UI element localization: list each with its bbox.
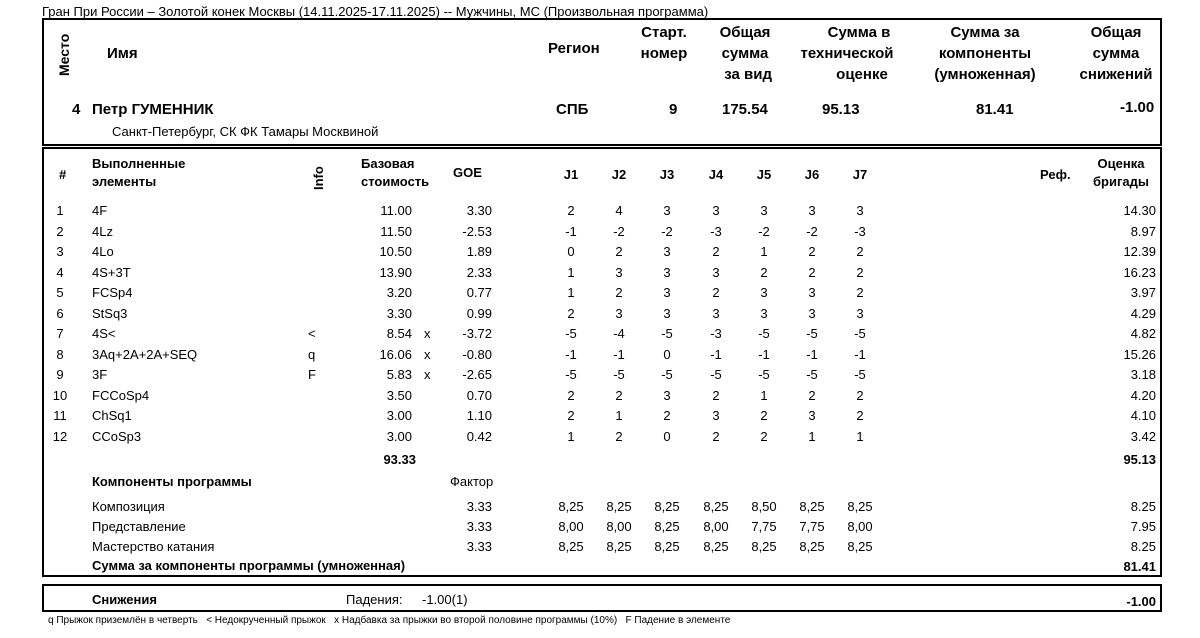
component-score: 8.25 [1130,499,1156,514]
element-judge-score-1: 1 [567,265,575,280]
element-judge-score-3: 3 [663,265,671,280]
components-total: 81.41 [1123,559,1156,574]
element-judge-score-3: 3 [663,388,671,403]
element-judge-score-4: 3 [712,265,720,280]
col-judge-header-4: J4 [708,167,724,182]
skater-tes: 95.13 [822,101,860,118]
element-judge-score-2: 2 [615,285,623,300]
element-name: 3F [92,367,108,382]
component-factor: 3.33 [466,519,492,534]
element-judge-score-3: -5 [661,326,673,341]
component-judge-score-4: 8,25 [703,499,729,514]
element-base-value: 13.90 [379,265,412,280]
element-judge-score-1: -5 [565,367,577,382]
legend: q Прыжок приземлён в четверть < Недокрученный прыжок x Надбавка за прыжки во второй половине программы (10%) F Падение в элементе [48,615,731,626]
element-judge-score-6: -5 [806,326,818,341]
element-judge-score-7: 2 [856,285,864,300]
element-num: 10 [52,388,68,403]
element-judge-score-7: 2 [856,408,864,423]
falls-label: Падения: [346,592,403,607]
col-judge-header-5: J5 [756,167,772,182]
component-judge-score-7: 8,25 [847,539,873,554]
col-judge-header-3: J3 [659,167,675,182]
skater-start-number: 9 [669,101,678,118]
elements-score-total: 95.13 [1123,452,1156,467]
element-judge-score-1: -1 [565,347,577,362]
element-num: 9 [56,367,64,382]
element-base-value: 3.00 [386,429,412,444]
skater-region: СПБ [556,101,589,118]
component-judge-score-2: 8,00 [606,519,632,534]
components-total-label: Сумма за компоненты программы (умноженная) [92,558,406,573]
element-judge-score-6: 3 [808,285,816,300]
element-judge-score-2: 4 [615,203,623,218]
element-base-value: 3.50 [386,388,412,403]
element-judge-score-4: 3 [712,408,720,423]
col-ref-header: Реф. [1040,167,1071,182]
element-goe: 3.30 [466,203,492,218]
col-info-header: Info [311,166,326,190]
skater-place: 4 [72,101,81,118]
deductions-box [42,584,1162,612]
element-num: 11 [53,408,67,423]
element-num: 1 [56,203,64,218]
element-goe: -2.53 [462,224,492,239]
place-header: Место [56,33,72,76]
page-title: Гран При России – Золотой конек Москвы (14.11.2025-17.11.2025) -- Мужчины, МС (Произвольная программа) [42,4,709,19]
element-judge-score-7: 1 [856,429,864,444]
element-panel-score: 16.23 [1123,265,1156,280]
element-judge-score-6: 3 [808,408,816,423]
component-judge-score-3: 8,25 [654,539,680,554]
element-panel-score: 3.42 [1130,429,1156,444]
element-panel-score: 8.97 [1130,224,1156,239]
element-judge-score-2: 2 [615,388,623,403]
component-factor: 3.33 [466,499,492,514]
element-judge-score-2: -5 [613,367,625,382]
element-judge-score-6: 2 [808,265,816,280]
element-info: < [308,326,316,341]
start-number-header: Старт. номер [640,24,688,62]
component-name: Композиция [92,499,165,514]
col-base-header: Базовая стоимость [361,156,430,189]
component-name: Представление [92,519,186,534]
element-name: StSq3 [92,306,128,321]
col-elements-header: Выполненные элементы [92,156,186,189]
element-judge-score-5: 1 [760,244,768,259]
component-judge-score-4: 8,00 [703,519,729,534]
region-header: Регион [548,40,600,57]
component-judge-score-6: 8,25 [799,499,825,514]
element-name: 4S+3T [92,265,131,280]
component-judge-score-1: 8,25 [558,539,584,554]
element-info: F [308,367,316,382]
col-num-header: # [59,167,67,182]
element-base-value: 16.06 [379,347,412,362]
component-judge-score-3: 8,25 [654,519,680,534]
component-score: 7.95 [1130,519,1156,534]
element-judge-score-2: 2 [615,244,623,259]
element-num: 7 [56,326,64,341]
element-judge-score-6: 3 [808,203,816,218]
component-judge-score-5: 8,25 [751,539,777,554]
element-judge-score-7: -3 [854,224,866,239]
element-judge-score-1: 0 [567,244,575,259]
element-base-value: 3.30 [386,306,412,321]
element-judge-score-1: -1 [565,224,577,239]
element-judge-score-2: 3 [615,265,623,280]
element-judge-score-1: 2 [567,203,575,218]
element-judge-score-2: -2 [613,224,625,239]
element-judge-score-4: 2 [712,285,720,300]
element-goe: 0.77 [466,285,492,300]
element-judge-score-3: -2 [661,224,673,239]
element-goe: 0.99 [466,306,492,321]
component-judge-score-6: 8,25 [799,539,825,554]
skater-total-score: 175.54 [722,101,768,118]
element-num: 12 [52,429,68,444]
element-judge-score-3: -5 [661,367,673,382]
element-judge-score-3: 3 [663,244,671,259]
element-judge-score-4: 3 [712,306,720,321]
element-judge-score-6: 2 [808,388,816,403]
component-judge-score-6: 7,75 [799,519,825,534]
element-judge-score-7: 2 [856,388,864,403]
element-bonus-mark: x [424,326,431,341]
deductions-header: Общая сумма снижений [1079,24,1153,83]
element-judge-score-5: -5 [758,326,770,341]
col-score-header: Оценка бригады [1093,156,1149,189]
element-panel-score: 14.30 [1123,203,1156,218]
element-base-value: 5.83 [386,367,412,382]
element-judge-score-7: -5 [854,367,866,382]
element-judge-score-1: 2 [567,306,575,321]
element-panel-score: 12.39 [1123,244,1156,259]
element-judge-score-4: 2 [712,429,720,444]
element-judge-score-7: 3 [856,203,864,218]
element-judge-score-1: 2 [567,388,575,403]
element-judge-score-4: 2 [712,244,720,259]
element-goe: 1.89 [466,244,492,259]
deductions-total: -1.00 [1126,594,1156,609]
falls-value: -1.00(1) [422,592,468,607]
col-judge-header-7: J7 [852,167,868,182]
element-judge-score-7: 2 [856,265,864,280]
col-judge-header-6: J6 [804,167,820,182]
element-judge-score-7: -5 [854,326,866,341]
element-judge-score-5: 3 [760,203,768,218]
name-header: Имя [107,45,138,62]
element-judge-score-5: -1 [758,347,770,362]
element-goe: -0.80 [462,347,492,362]
element-bonus-mark: x [424,347,431,362]
element-judge-score-5: 3 [760,285,768,300]
element-judge-score-3: 3 [663,285,671,300]
col-judge-header-1: J1 [563,167,579,182]
element-panel-score: 4.82 [1130,326,1156,341]
element-judge-score-2: 1 [615,408,623,423]
element-base-value: 3.00 [386,408,412,423]
deductions-label: Снижения [92,592,157,607]
element-judge-score-5: 1 [760,388,768,403]
element-judge-score-4: -3 [710,326,722,341]
element-goe: 1.10 [466,408,492,423]
element-judge-score-3: 3 [663,203,671,218]
elements-base-total: 93.33 [383,452,416,467]
element-goe: 0.70 [466,388,492,403]
element-judge-score-6: -1 [806,347,818,362]
component-score: 8.25 [1130,539,1156,554]
element-name: 4Lo [92,244,114,259]
element-name: FCSp4 [92,285,133,300]
total-score-header: Общая сумма за вид [719,24,772,83]
col-goe-header: GOE [453,165,482,180]
element-judge-score-4: -3 [710,224,722,239]
component-judge-score-2: 8,25 [606,499,632,514]
element-name: 4F [92,203,108,218]
element-panel-score: 3.97 [1130,285,1156,300]
component-judge-score-7: 8,00 [847,519,873,534]
component-judge-score-7: 8,25 [847,499,873,514]
element-judge-score-1: 1 [567,429,575,444]
component-judge-score-3: 8,25 [654,499,680,514]
pcs-header: Сумма за компоненты (умноженная) [934,24,1036,83]
element-base-value: 8.54 [386,326,412,341]
element-num: 4 [56,265,64,280]
element-judge-score-4: 3 [712,203,720,218]
element-judge-score-6: 2 [808,244,816,259]
element-judge-score-5: -5 [758,367,770,382]
element-judge-score-6: -2 [806,224,818,239]
element-judge-score-2: 2 [615,429,623,444]
element-info: q [308,347,316,362]
tes-header: Сумма в технической оценке [800,24,894,83]
element-num: 2 [56,224,64,239]
component-factor: 3.33 [466,539,492,554]
component-judge-score-5: 8,50 [751,499,777,514]
skater-name: Петр ГУМЕННИК [92,101,214,118]
element-panel-score: 4.20 [1130,388,1156,403]
element-judge-score-5: 2 [760,408,768,423]
skater-club: Санкт-Петербург, СК ФК Тамары Москвиной [112,124,379,139]
element-judge-score-1: 2 [567,408,575,423]
element-name: ChSq1 [92,408,132,423]
element-judge-score-1: 1 [567,285,575,300]
element-judge-score-1: -5 [565,326,577,341]
component-judge-score-1: 8,25 [558,499,584,514]
element-judge-score-2: -1 [613,347,625,362]
element-num: 8 [56,347,64,362]
element-num: 5 [56,285,64,300]
components-title: Компоненты программы [92,474,252,489]
element-name: FCCoSp4 [92,388,150,403]
factor-header: Фактор [450,474,494,489]
element-judge-score-7: 3 [856,306,864,321]
element-judge-score-4: -1 [710,347,722,362]
element-name: CCoSp3 [92,429,142,444]
element-num: 6 [56,306,64,321]
element-base-value: 11.00 [380,203,412,218]
component-judge-score-1: 8,00 [558,519,584,534]
element-bonus-mark: x [424,367,431,382]
element-judge-score-6: 3 [808,306,816,321]
element-judge-score-5: 2 [760,265,768,280]
element-goe: 0.42 [466,429,492,444]
element-judge-score-5: 3 [760,306,768,321]
element-panel-score: 4.10 [1130,408,1156,423]
element-judge-score-6: -5 [806,367,818,382]
component-judge-score-2: 8,25 [606,539,632,554]
element-judge-score-5: -2 [758,224,770,239]
col-judge-header-2: J2 [611,167,627,182]
element-goe: -2.65 [462,367,492,382]
element-judge-score-7: 2 [856,244,864,259]
element-judge-score-7: -1 [854,347,866,362]
element-judge-score-5: 2 [760,429,768,444]
element-judge-score-6: 1 [808,429,816,444]
element-goe: 2.33 [466,265,492,280]
element-panel-score: 4.29 [1130,306,1156,321]
element-num: 3 [56,244,64,259]
element-panel-score: 3.18 [1130,367,1156,382]
element-name: 4Lz [92,224,113,239]
skater-deductions: -1.00 [1120,99,1155,116]
element-name: 4S< [92,326,116,341]
element-judge-score-4: -5 [710,367,722,382]
element-name: 3Aq+2A+2A+SEQ [92,347,198,362]
element-panel-score: 15.26 [1123,347,1156,362]
element-goe: -3.72 [462,326,492,341]
skater-pcs: 81.41 [976,101,1014,118]
element-base-value: 3.20 [386,285,412,300]
element-judge-score-4: 2 [712,388,720,403]
element-judge-score-3: 0 [663,347,671,362]
element-judge-score-2: -4 [613,326,625,341]
element-base-value: 11.50 [380,224,412,239]
component-judge-score-5: 7,75 [751,519,777,534]
element-judge-score-2: 3 [615,306,623,321]
component-name: Мастерство катания [92,539,215,554]
element-judge-score-3: 3 [663,306,671,321]
element-judge-score-3: 0 [663,429,671,444]
element-judge-score-3: 2 [663,408,671,423]
component-judge-score-4: 8,25 [703,539,729,554]
element-base-value: 10.50 [379,244,412,259]
